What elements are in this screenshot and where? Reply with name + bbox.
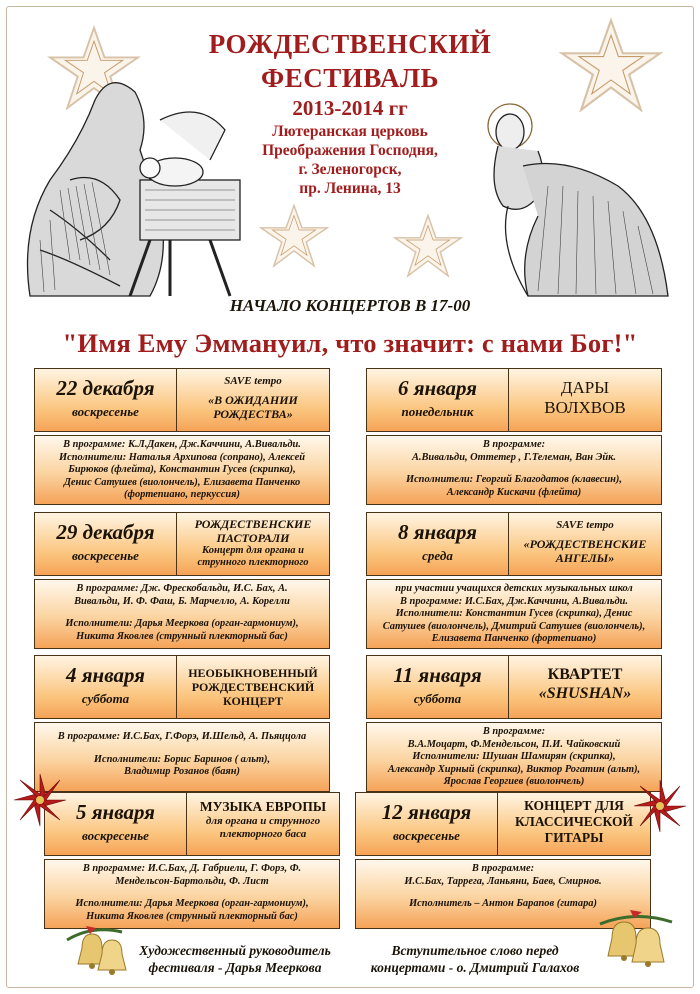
details-line: И.С.Бах, Таррега, Ланьяни, Баев, Смирнов. xyxy=(404,875,602,887)
details-line: Исполнители: Шушан Шамирян (скрипка), xyxy=(412,751,616,763)
concert-title-line: КОНЦЕРТ xyxy=(223,694,283,708)
details-line: В программе: xyxy=(482,439,546,450)
details-line: В программе: И.С.Бах, Д. Габриели, Г. Форэ, Ф. xyxy=(82,863,302,874)
concert-title-line: SAVE tempo xyxy=(224,375,282,387)
concert-title xyxy=(177,656,329,718)
concert-details xyxy=(34,579,330,649)
concert-title xyxy=(509,656,661,718)
details-line: В программе: xyxy=(471,863,535,874)
footer-introductory-word xyxy=(340,942,610,976)
concert-title xyxy=(177,369,329,431)
details-line: В программе: Дж. Фрескобальди, И.С. Бах, А. xyxy=(76,583,288,594)
details-line xyxy=(360,888,646,898)
concert-title-line: КОНЦЕРТ ДЛЯ xyxy=(524,798,624,813)
concert-card-jan11 xyxy=(366,655,662,792)
concert-date: 5 января xyxy=(75,800,155,824)
concert-title-line: для органа и струнного xyxy=(205,815,321,827)
concert-weekday: воскресенье xyxy=(72,548,139,563)
concert-details xyxy=(366,435,662,505)
details-line: В.А.Моцарт, Ф.Мендельсон, П.И. Чайковский xyxy=(407,738,621,750)
concert-title-line: РОЖДЕСТВЕНСКИЕ xyxy=(194,517,312,531)
details-line: Исполнители: Константин Гусев (скрипка), Денис xyxy=(395,608,633,620)
concert-title xyxy=(498,793,650,855)
concert-card-dec22 xyxy=(34,368,330,505)
star-ornament-middle xyxy=(258,202,330,268)
concert-title-line: НЕОБЫКНОВЕННЫЙ xyxy=(188,666,318,680)
concert-date: 11 января xyxy=(393,663,482,687)
details-line: Исполнители: Наталья Архипова (сопрано), Алексей xyxy=(59,451,305,463)
concert-title-line: ПАСТОРАЛИ xyxy=(216,531,290,545)
concert-details xyxy=(34,435,330,505)
details-line xyxy=(39,744,325,754)
details-line: Ярослав Георгиев (виолончель) xyxy=(443,776,585,788)
details-line: В программе: xyxy=(482,726,546,737)
footer-line: концертами - о. Дмитрий Галахов xyxy=(370,960,580,975)
details-line: Александр Хирный (скрипка), Виктор Рогатин (альт), xyxy=(387,763,641,775)
venue-line: пр. Ленина, 13 xyxy=(299,180,401,197)
concert-date: 8 января xyxy=(397,520,477,544)
title-line-2: ФЕСТИВАЛЬ xyxy=(261,63,439,93)
concert-weekday: суббота xyxy=(413,691,462,706)
venue-address xyxy=(0,122,700,198)
details-line: Никита Яковлев (струнный плекторный бас) xyxy=(76,630,288,642)
footer-artistic-director xyxy=(110,942,360,976)
concert-date: 6 января xyxy=(397,376,477,400)
details-line: Никита Яковлев (струнный плекторный бас) xyxy=(86,910,298,922)
concert-weekday: понедельник xyxy=(401,404,474,419)
details-line: (фортепиано, перкуссия) xyxy=(124,489,240,501)
concert-card-jan5 xyxy=(44,792,340,929)
details-line: Исполнители: Дарья Меерковa (орган-гармониум), xyxy=(65,618,299,630)
festival-title xyxy=(0,27,700,95)
concert-details xyxy=(44,859,340,929)
start-time: НАЧАЛО КОНЦЕРТОВ В 17-00 xyxy=(229,296,471,315)
details-line: Александр Кискачи (флейта) xyxy=(446,486,582,498)
concert-title xyxy=(509,513,661,575)
star-ornament-right xyxy=(392,212,464,278)
concert-title xyxy=(509,369,661,431)
concert-weekday: суббота xyxy=(81,691,130,706)
concert-title-line: SAVE tempo xyxy=(556,519,614,531)
concert-title-line: ДАРЫ xyxy=(560,378,610,397)
details-line: Вивальди, И. Ф. Фаш, Б. Марчелло, А. Корелли xyxy=(74,595,290,607)
concert-title-line: МУЗЫКА ЕВРОПЫ xyxy=(199,799,327,814)
motto-quote: "Имя Ему Эммануил, что значит: с нами Бог!" xyxy=(62,328,638,358)
details-line xyxy=(371,464,657,474)
concert-title-line: «В ОЖИДАНИИ xyxy=(208,393,298,407)
footer-line: Художественный руководитель xyxy=(139,943,331,958)
concert-title-line: РОЖДЕСТВЕНСКИЙ xyxy=(191,680,315,694)
venue-line: Лютеранская церковь xyxy=(272,123,428,140)
concert-details xyxy=(34,722,330,792)
concert-title-line: ВОЛХВОВ xyxy=(544,398,626,417)
details-line: при участии учащихся детских музыкальных школ xyxy=(395,583,633,594)
details-line xyxy=(39,608,325,618)
concert-title-line: плекторного баса xyxy=(219,828,307,840)
details-line: Мендельсон-Бартольди, Ф. Лист xyxy=(115,875,269,887)
concert-card-jan8 xyxy=(366,512,662,649)
concert-date: 22 декабря xyxy=(56,376,155,400)
details-line: Денис Сатушев (виолончель), Елизавета Панченко xyxy=(63,476,301,488)
concert-title-line: струнного плекторного xyxy=(197,557,309,568)
festival-years: 2013-2014 гг xyxy=(292,96,408,120)
concert-card-jan6 xyxy=(366,368,662,505)
concert-date: 29 декабря xyxy=(56,520,155,544)
concert-card-dec29 xyxy=(34,512,330,649)
concert-weekday: среда xyxy=(422,548,453,563)
concert-title xyxy=(177,513,329,575)
footer-line: фестиваля - Дарья Меерковa xyxy=(148,960,322,975)
details-line: Исполнители: Георгий Благодатов (клавесин), xyxy=(405,474,622,486)
concert-title-line: «SHUSHAN» xyxy=(538,685,632,702)
details-line: В программе: И.С.Бах, Г.Форэ, И.Шельд, А. Пьяццола xyxy=(57,731,307,742)
details-line: Исполнитель – Антон Барапов (гитара) xyxy=(409,898,597,910)
title-line-1: РОЖДЕСТВЕНСКИЙ xyxy=(208,29,492,59)
concert-details xyxy=(366,579,662,649)
details-line: Исполнители: Дарья Меерковa (орган-гармониум), xyxy=(75,898,309,910)
concert-title-line: КВАРТЕТ xyxy=(547,666,623,683)
details-line: В программе: И.С.Бах, Дж.Каччини, А.Вивальди. xyxy=(400,595,628,607)
concert-weekday: воскресенье xyxy=(72,404,139,419)
details-line: Бирюков (флейта), Константин Гусев (скрипка), xyxy=(68,464,296,476)
concert-weekday: воскресенье xyxy=(82,828,149,843)
poinsettia-right-icon xyxy=(630,776,690,836)
concert-date: 4 января xyxy=(65,663,145,687)
details-line: А.Вивальди, Оттетер , Г.Телеман, Ван Эйк. xyxy=(411,451,617,463)
concert-card-jan4 xyxy=(34,655,330,792)
venue-line: г. Зеленогорск, xyxy=(298,161,402,178)
details-line: Исполнители: Борис Баринов ( альт), xyxy=(93,753,271,765)
concert-title xyxy=(187,793,339,855)
concert-title-line: АНГЕЛЫ» xyxy=(555,551,615,565)
concert-title-line: КЛАССИЧЕСКОЙ xyxy=(514,814,634,829)
concert-date: 12 января xyxy=(381,800,472,824)
concert-details xyxy=(366,722,662,792)
details-line: Сатушев (виолончель), Дмитрий Сатушев (виолончель), xyxy=(382,620,646,632)
concert-title-line: «РОЖДЕСТВЕНСКИЕ xyxy=(523,537,647,551)
concert-weekday: воскресенье xyxy=(393,828,460,843)
details-line xyxy=(49,888,335,898)
poinsettia-left-icon xyxy=(10,770,70,830)
venue-line: Преображения Господня, xyxy=(262,142,438,159)
concert-title-line: ГИТАРЫ xyxy=(544,830,604,845)
footer-line: Вступительное слово перед xyxy=(391,943,559,958)
concert-title-line: Концерт для органа и xyxy=(201,545,304,556)
details-line: В программе: К.Л.Дакен, Дж.Каччини, А.Вивальди. xyxy=(63,439,301,450)
details-line: Елизавета Панченко (фортепиано) xyxy=(431,633,597,645)
details-line: Владимир Розанов (баян) xyxy=(124,766,240,778)
concert-title-line: РОЖДЕСТВА» xyxy=(213,407,293,421)
